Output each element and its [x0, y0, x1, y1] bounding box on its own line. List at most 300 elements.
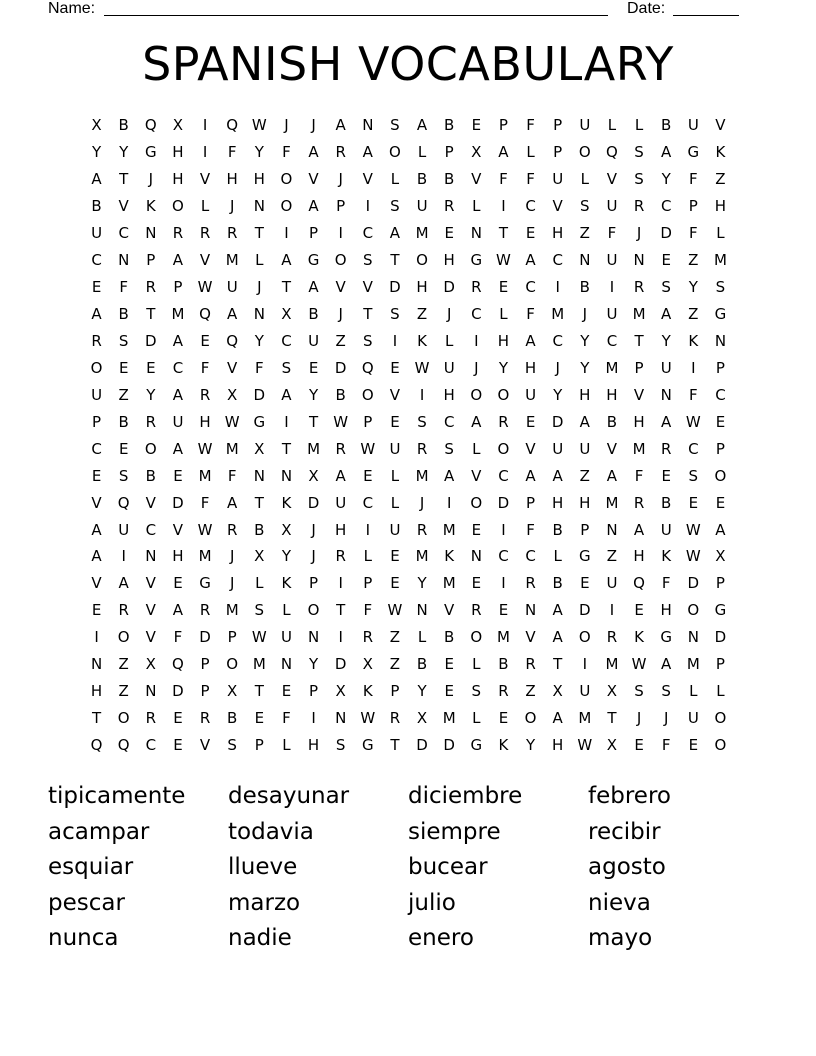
grid-row [83, 543, 734, 570]
grid-letter: S [634, 170, 644, 189]
grid-letter: Y [498, 358, 509, 377]
grid-letter: E [471, 574, 482, 593]
grid-letter: P [146, 251, 156, 270]
grid-letter: A [227, 305, 238, 324]
grid-letter: X [308, 466, 319, 485]
grid-row [83, 166, 734, 193]
grid-letter: A [525, 331, 536, 350]
grid-letter: S [335, 736, 346, 755]
grid-letter: R [335, 439, 346, 458]
grid-letter: D [416, 736, 428, 755]
grid-letter: K [281, 574, 292, 593]
grid-letter: P [715, 358, 725, 377]
grid-letter: C [91, 439, 102, 458]
grid-letter: X [362, 655, 373, 674]
grid-letter: A [715, 520, 726, 539]
grid-letter: Q [90, 736, 103, 755]
grid-letter: H [524, 358, 537, 377]
grid-letter: U [389, 520, 401, 539]
grid-letter: X [227, 385, 238, 404]
grid-letter: M [198, 547, 212, 566]
grid-letter: C [552, 331, 563, 350]
grid-letter: H [579, 493, 591, 512]
grid-letter: L [472, 439, 481, 458]
grid-letter: S [715, 278, 726, 297]
grid-letter: E [390, 574, 400, 593]
grid-letter: C [471, 305, 482, 324]
grid-letter: E [308, 358, 319, 377]
name-date-header [48, 0, 748, 20]
grid-letter: I [501, 197, 506, 216]
grid-letter: O [578, 628, 591, 647]
grid-letter: S [580, 197, 590, 216]
grid-letter: A [118, 574, 129, 593]
grid-letter: N [606, 520, 618, 539]
grid-letter: G [579, 547, 591, 566]
grid-letter: Z [118, 385, 129, 404]
grid-letter: H [307, 736, 320, 755]
word-list-item: diciembre [408, 783, 523, 809]
grid-letter: J [148, 170, 154, 189]
grid-letter: V [145, 628, 156, 647]
grid-letter: U [606, 251, 618, 270]
grid-letter: F [200, 493, 210, 512]
grid-letter: O [334, 251, 347, 270]
grid-letter: H [552, 224, 564, 243]
grid-letter: U [579, 682, 591, 701]
grid-letter: K [362, 682, 373, 701]
grid-letter: V [525, 628, 536, 647]
grid-letter: I [284, 412, 289, 431]
grid-row [83, 112, 734, 139]
grid-letter: N [660, 385, 672, 404]
grid-letter: R [525, 655, 536, 674]
grid-letter: N [362, 116, 374, 135]
grid-letter: M [225, 439, 239, 458]
word-list-item: febrero [588, 783, 671, 809]
grid-letter: P [92, 412, 102, 431]
grid-letter: G [470, 736, 483, 755]
grid-letter: K [634, 628, 644, 647]
grid-letter: J [636, 224, 642, 243]
grid-letter: Q [226, 331, 239, 350]
grid-letter: V [199, 736, 211, 755]
word-list-item: recibir [588, 818, 661, 845]
name-blank-line[interactable] [104, 15, 608, 16]
grid-letter: Y [308, 385, 319, 404]
grid-letter: X [606, 736, 618, 755]
grid-letter: Z [389, 628, 401, 647]
grid-letter: T [146, 305, 156, 324]
grid-letter: V [91, 574, 102, 593]
grid-letter: B [661, 116, 672, 135]
grid-letter: N [687, 628, 699, 647]
word-list-item: todavia [228, 818, 314, 845]
grid-letter: R [633, 197, 645, 216]
grid-row [83, 570, 734, 597]
grid-letter: E [91, 601, 102, 620]
grid-letter: V [145, 493, 156, 512]
grid-letter: S [227, 736, 237, 755]
grid-letter: R [335, 547, 346, 566]
word-list-item: enero [408, 925, 474, 952]
grid-letter: U [552, 439, 564, 458]
grid-letter: Y [254, 331, 264, 350]
word-list-item: nieva [588, 889, 651, 916]
grid-letter: F [254, 358, 264, 377]
grid-letter: O [714, 709, 727, 728]
grid-row [83, 435, 734, 462]
word-list-item: acampar [48, 818, 150, 845]
grid-letter: S [254, 601, 265, 620]
grid-letter: N [280, 466, 293, 485]
grid-letter: P [444, 143, 454, 162]
grid-letter: E [498, 709, 509, 728]
grid-letter: D [714, 628, 727, 647]
grid-letter: E [390, 547, 400, 566]
grid-letter: Y [119, 143, 129, 162]
grid-letter: E [390, 412, 400, 431]
grid-letter: L [390, 466, 400, 485]
grid-letter: V [91, 493, 102, 512]
grid-letter: L [472, 655, 481, 674]
grid-letter: O [497, 439, 510, 458]
grid-letter: S [390, 305, 400, 324]
grid-letter: O [578, 143, 591, 162]
word-list-item: desayunar [228, 783, 350, 809]
grid-letter: L [390, 170, 400, 189]
grid-letter: H [172, 547, 184, 566]
grid-letter: N [335, 709, 347, 728]
grid-letter: V [606, 439, 618, 458]
grid-letter: X [335, 682, 346, 701]
grid-letter: Z [118, 655, 129, 674]
grid-letter: B [552, 520, 563, 539]
grid-letter: B [91, 197, 102, 216]
grid-letter: R [226, 224, 238, 243]
grid-letter: D [389, 278, 401, 297]
grid-letter: F [200, 358, 210, 377]
grid-letter: E [173, 466, 183, 485]
grid-letter: A [172, 601, 184, 620]
grid-letter: A [416, 116, 428, 135]
grid-letter: F [119, 278, 128, 297]
grid-letter: S [363, 331, 373, 350]
grid-letter: B [444, 116, 455, 135]
grid-letter: E [281, 682, 292, 701]
grid-letter: G [253, 412, 266, 431]
grid-letter: W [197, 439, 213, 458]
word-list-item: siempre [408, 818, 501, 845]
grid-letter: O [172, 197, 184, 216]
grid-letter: C [715, 385, 726, 404]
grid-letter: A [281, 251, 292, 270]
grid-letter: D [497, 493, 510, 512]
grid-letter: H [335, 520, 347, 539]
grid-letter: H [579, 385, 591, 404]
grid-letter: N [714, 331, 727, 350]
grid-letter: H [552, 493, 564, 512]
grid-letter: U [443, 358, 455, 377]
grid-letter: C [118, 224, 129, 243]
grid-letter: A [606, 466, 618, 485]
grid-letter: I [365, 197, 371, 216]
grid-letter: I [202, 116, 208, 135]
grid-letter: N [579, 251, 591, 270]
grid-letter: C [660, 197, 672, 216]
grid-letter: F [282, 143, 291, 162]
grid-letter: D [660, 224, 672, 243]
grid-letter: O [714, 736, 727, 755]
grid-letter: A [335, 116, 346, 135]
grid-letter: A [661, 305, 672, 324]
grid-letter: J [338, 305, 343, 324]
grid-letter: H [714, 197, 727, 216]
grid-letter: R [91, 331, 102, 350]
grid-letter: A [579, 412, 590, 431]
grid-letter: X [552, 682, 563, 701]
grid-letter: R [471, 278, 482, 297]
grid-letter: S [363, 251, 373, 270]
grid-row [83, 193, 734, 220]
date-blank-line[interactable] [673, 15, 739, 16]
grid-letter: N [633, 251, 645, 270]
grid-letter: T [119, 170, 129, 189]
grid-letter: V [172, 520, 184, 539]
grid-letter: M [632, 305, 646, 324]
grid-letter: L [580, 170, 589, 189]
grid-letter: A [525, 466, 536, 485]
grid-letter: G [145, 143, 157, 162]
grid-row [83, 220, 734, 247]
grid-letter: B [118, 305, 129, 324]
grid-letter: O [280, 197, 293, 216]
grid-letter: S [661, 278, 671, 297]
grid-letter: J [229, 574, 235, 593]
grid-letter: L [553, 547, 562, 566]
grid-row [83, 328, 734, 355]
grid-letter: A [281, 385, 292, 404]
grid-letter: J [419, 493, 425, 512]
grid-letter: M [252, 655, 266, 674]
grid-letter: I [365, 520, 371, 539]
word-list-item: mayo [588, 925, 653, 952]
grid-letter: L [282, 601, 291, 620]
grid-letter: J [229, 197, 235, 216]
grid-letter: R [416, 439, 428, 458]
grid-letter: L [526, 143, 535, 162]
grid-letter: C [498, 466, 509, 485]
grid-letter: C [606, 331, 618, 350]
grid-letter: A [172, 385, 184, 404]
grid-letter: I [202, 143, 208, 162]
grid-letter: N [416, 601, 428, 620]
grid-letter: P [309, 574, 319, 593]
grid-letter: R [118, 601, 129, 620]
grid-letter: I [501, 520, 506, 539]
grid-letter: F [227, 466, 237, 485]
grid-letter: P [498, 116, 508, 135]
grid-letter: L [634, 116, 644, 135]
grid-letter: A [633, 520, 645, 539]
grid-letter: I [338, 628, 343, 647]
grid-letter: E [688, 493, 699, 512]
grid-letter: V [471, 466, 482, 485]
grid-letter: H [606, 385, 618, 404]
grid-letter: E [200, 331, 210, 350]
grid-letter: W [631, 655, 647, 674]
grid-letter: J [229, 547, 235, 566]
grid-letter: J [338, 170, 343, 189]
grid-letter: B [606, 412, 618, 431]
grid-letter: S [118, 466, 129, 485]
grid-letter: C [688, 439, 699, 458]
grid-letter: N [145, 224, 157, 243]
grid-letter: E [688, 736, 699, 755]
grid-letter: C [443, 412, 455, 431]
grid-letter: O [226, 655, 239, 674]
grid-letter: A [471, 412, 482, 431]
grid-row [83, 651, 734, 678]
grid-letter: F [173, 628, 183, 647]
grid-letter: H [226, 170, 238, 189]
grid-letter: M [225, 251, 239, 270]
grid-letter: D [334, 655, 347, 674]
grid-letter: T [498, 224, 509, 243]
grid-letter: L [499, 305, 508, 324]
grid-letter: W [360, 709, 376, 728]
grid-letter: E [634, 601, 644, 620]
grid-letter: E [525, 224, 536, 243]
grid-letter: C [145, 736, 157, 755]
grid-letter: E [254, 709, 265, 728]
grid-letter: U [660, 520, 672, 539]
grid-letter: E [363, 466, 373, 485]
grid-letter: R [199, 709, 211, 728]
grid-letter: L [445, 331, 454, 350]
grid-letter: O [144, 439, 157, 458]
grid-letter: M [496, 628, 510, 647]
grid-row [83, 274, 734, 301]
grid-letter: U [280, 628, 292, 647]
grid-letter: M [171, 305, 185, 324]
grid-row [83, 301, 734, 328]
grid-letter: X [281, 520, 292, 539]
grid-letter: U [606, 305, 618, 324]
grid-letter: S [634, 143, 644, 162]
grid-letter: U [172, 412, 184, 431]
grid-letter: L [472, 709, 481, 728]
grid-letter: O [416, 251, 428, 270]
grid-letter: W [197, 520, 213, 539]
grid-letter: Y [417, 682, 427, 701]
grid-letter: U [335, 493, 347, 512]
grid-letter: Y [525, 736, 536, 755]
grid-letter: S [688, 466, 699, 485]
grid-letter: O [280, 170, 293, 189]
grid-letter: A [308, 197, 319, 216]
grid-letter: O [497, 385, 510, 404]
grid-letter: F [688, 224, 698, 243]
word-list-item: tipicamente [48, 783, 186, 809]
grid-letter: W [577, 736, 593, 755]
grid-letter: A [335, 466, 346, 485]
grid-letter: O [470, 385, 483, 404]
grid-row [83, 462, 734, 489]
grid-letter: H [497, 331, 510, 350]
grid-letter: R [498, 682, 509, 701]
grid-letter: N [90, 655, 103, 674]
grid-letter: R [633, 493, 645, 512]
grid-letter: D [145, 331, 157, 350]
grid-letter: R [606, 628, 618, 647]
grid-letter: U [118, 520, 130, 539]
grid-letter: U [687, 116, 699, 135]
grid-row [83, 624, 734, 651]
grid-letter: Q [633, 574, 645, 593]
grid-letter: S [390, 116, 400, 135]
grid-letter: J [311, 116, 316, 135]
word-list-item: marzo [228, 889, 301, 916]
grid-letter: D [172, 493, 184, 512]
grid-letter: Q [144, 116, 157, 135]
grid-letter: X [471, 143, 482, 162]
grid-letter: E [498, 601, 509, 620]
grid-letter: A [661, 412, 672, 431]
grid-letter: E [525, 412, 536, 431]
grid-letter: V [308, 170, 319, 189]
grid-letter: P [254, 736, 264, 755]
grid-letter: V [145, 574, 156, 593]
grid-letter: K [281, 493, 292, 512]
grid-letter: E [173, 736, 183, 755]
grid-letter: G [714, 601, 727, 620]
grid-letter: C [525, 278, 536, 297]
grid-letter: V [525, 439, 536, 458]
grid-letter: B [416, 655, 428, 674]
word-list-item: bucear [408, 854, 488, 881]
grid-letter: W [496, 251, 511, 270]
grid-row [83, 705, 734, 732]
grid-letter: E [471, 116, 482, 135]
grid-letter: W [414, 358, 430, 377]
grid-letter: T [254, 682, 264, 701]
grid-letter: B [118, 412, 129, 431]
grid-letter: O [470, 628, 483, 647]
grid-row [83, 354, 734, 381]
grid-letter: M [686, 655, 700, 674]
grid-letter: E [444, 655, 454, 674]
grid-letter: F [526, 170, 535, 189]
grid-letter: B [579, 278, 590, 297]
grid-letter: Y [688, 278, 698, 297]
grid-letter: N [253, 305, 265, 324]
grid-letter: Q [172, 655, 184, 674]
grid-letter: K [661, 547, 672, 566]
grid-letter: A [91, 520, 102, 539]
grid-letter: F [363, 601, 373, 620]
grid-letter: O [117, 628, 130, 647]
grid-letter: M [225, 601, 239, 620]
grid-letter: T [281, 439, 292, 458]
grid-letter: J [582, 305, 588, 324]
grid-letter: E [118, 439, 129, 458]
grid-letter: Z [688, 305, 699, 324]
grid-row [83, 247, 734, 274]
grid-letter: J [311, 520, 316, 539]
grid-letter: V [606, 170, 618, 189]
grid-letter: X [172, 116, 184, 135]
